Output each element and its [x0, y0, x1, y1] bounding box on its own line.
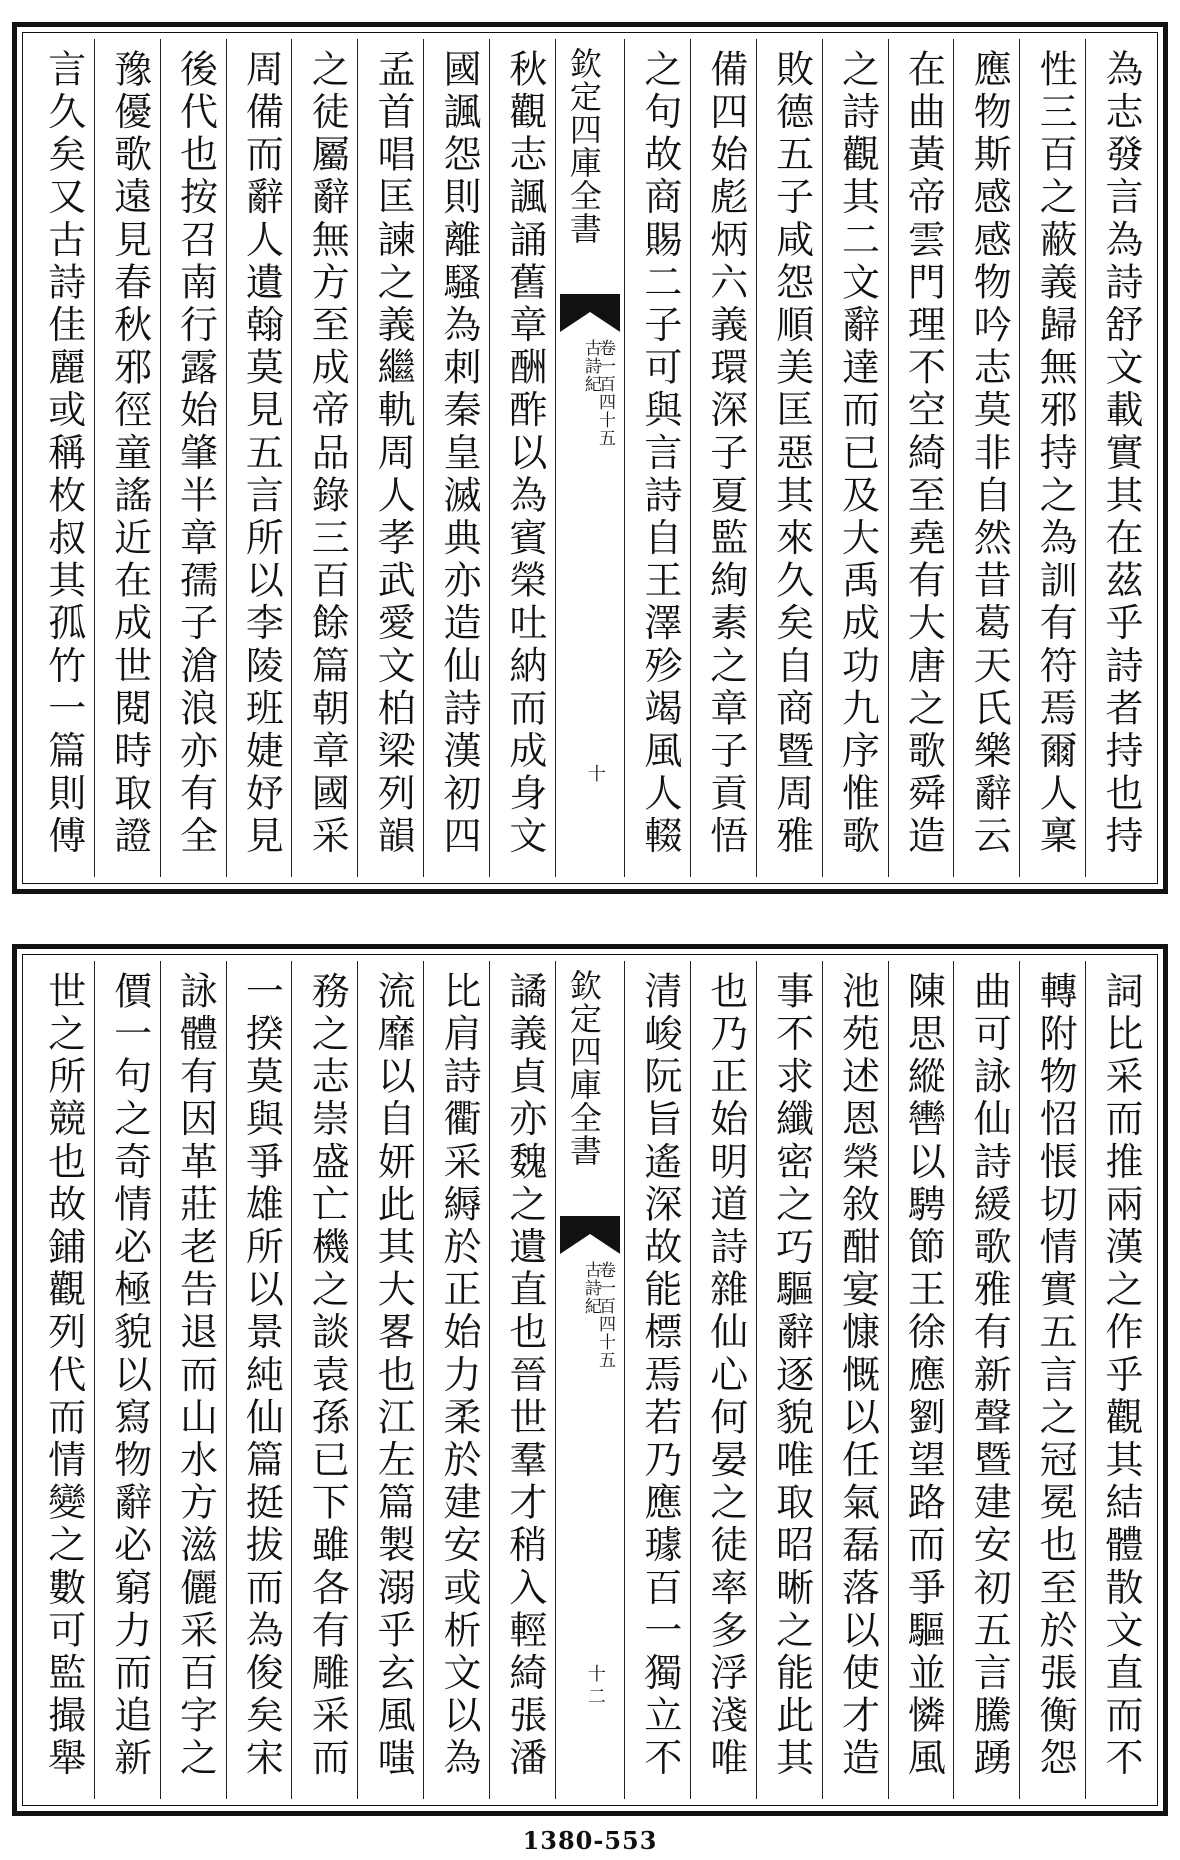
text-column: 敗德五子咸怨順美匡惡其來久矣自商暨周雅	[756, 39, 822, 877]
text-column: 孟首唱匡諫之義繼軌周人孝武愛文柏梁列韻	[357, 39, 423, 877]
volume-number: 卷一百四十五	[595, 1261, 615, 1369]
text-column: 之句故商賜二子可與言詩自王澤殄竭風人輟	[624, 39, 690, 877]
book-title: 欽定四庫全書	[564, 969, 603, 1167]
bottom-page-frame	[12, 944, 1168, 1816]
center-fold-column	[555, 961, 624, 1799]
text-column: 性三百之蔽義歸無邪持之為訓有符焉爾人稟	[1019, 39, 1085, 877]
leaf-number: 十二	[584, 1663, 606, 1709]
leaf-number: 十	[584, 764, 606, 787]
text-column: 周備而辭人遺翰莫見五言所以李陵班婕妤見	[226, 39, 292, 877]
text-column: 言久矣又古詩佳麗或稱枚叔其孤竹一篇則傅	[41, 49, 86, 859]
page-code: 1380-553	[522, 1826, 658, 1855]
text-column: 詞比采而推兩漢之作乎觀其結體散文直而不	[1085, 961, 1151, 1799]
text-column: 價一句之奇情必極貌以寫物辭必窮力而追新	[94, 961, 160, 1799]
text-column: 世之所競也故鋪觀列代而情變之數可監撮舉	[41, 971, 86, 1781]
text-column: 清峻阮旨遙深故能標焉若乃應璩百一獨立不	[624, 961, 690, 1799]
fishtail-ornament-icon	[560, 1216, 620, 1254]
text-column: 後代也按召南行露始肇半章孺子滄浪亦有全	[160, 39, 226, 877]
text-column: 流靡以自妍此其大畧也江左篇製溺乎玄風嗤	[357, 961, 423, 1799]
text-column: 比肩詩衢采縟於正始力柔於建安或析文以為	[423, 961, 489, 1799]
text-column: 應物斯感感物吟志莫非自然昔葛天氏樂辭云	[953, 39, 1019, 877]
text-column: 備四始彪炳六義環深子夏監絢素之章子貢悟	[690, 39, 756, 877]
text-column: 池苑述恩榮敘酣宴慷慨以任氣磊落以使才造	[822, 961, 888, 1799]
text-column: 務之志崇盛亡機之談袁孫已下雖各有雕采而	[291, 961, 357, 1799]
volume-number: 卷一百四十五	[595, 339, 615, 447]
text-column: 詠體有因革莊老告退而山水方滋儷采百字之	[160, 961, 226, 1799]
text-column: 在曲黃帝雲門理不空綺至堯有大唐之歌舜造	[888, 39, 954, 877]
text-column: 轉附物怊悵切情實五言之冠冕也至於張衡怨	[1019, 961, 1085, 1799]
text-column: 之詩觀其二文辭達而已及大禹成功九序惟歌	[822, 39, 888, 877]
text-column: 秋觀志諷誦舊章酬酢以為賓榮吐納而成身文	[489, 39, 555, 877]
text-column: 為志發言為詩舒文載實其在茲乎詩者持也持	[1085, 39, 1151, 877]
text-column: 也乃正始明道詩雜仙心何晏之徒率多浮淺唯	[690, 961, 756, 1799]
text-column: 曲可詠仙詩緩歌雅有新聲暨建安初五言騰踴	[953, 961, 1019, 1799]
text-column: 國諷怨則離騷為刺秦皇滅典亦造仙詩漢初四	[423, 39, 489, 877]
fishtail-ornament-icon	[560, 294, 620, 332]
top-page-frame	[12, 22, 1168, 894]
book-title: 欽定四庫全書	[564, 47, 603, 245]
text-column: 之徒屬辭無方至成帝品錄三百餘篇朝章國采	[291, 39, 357, 877]
work-title: 古詩紀	[580, 339, 601, 393]
text-column: 譎義貞亦魏之遺直也晉世羣才稍入輕綺張潘	[489, 961, 555, 1799]
text-column: 豫優歌遠見春秋邪徑童謠近在成世閱時取證	[94, 39, 160, 877]
center-fold-column	[555, 39, 624, 877]
work-title: 古詩紀	[580, 1261, 601, 1315]
bottom-page-columns	[29, 961, 1151, 1799]
text-column: 陳思縱轡以騁節王徐應劉望路而爭驅並憐風	[888, 961, 954, 1799]
text-column: 一揆莫與爭雄所以景純仙篇挺拔而為俊矣宋	[226, 961, 292, 1799]
text-column: 事不求纖密之巧驅辭逐貌唯取昭晰之能此其	[756, 961, 822, 1799]
top-page-columns	[29, 39, 1151, 877]
